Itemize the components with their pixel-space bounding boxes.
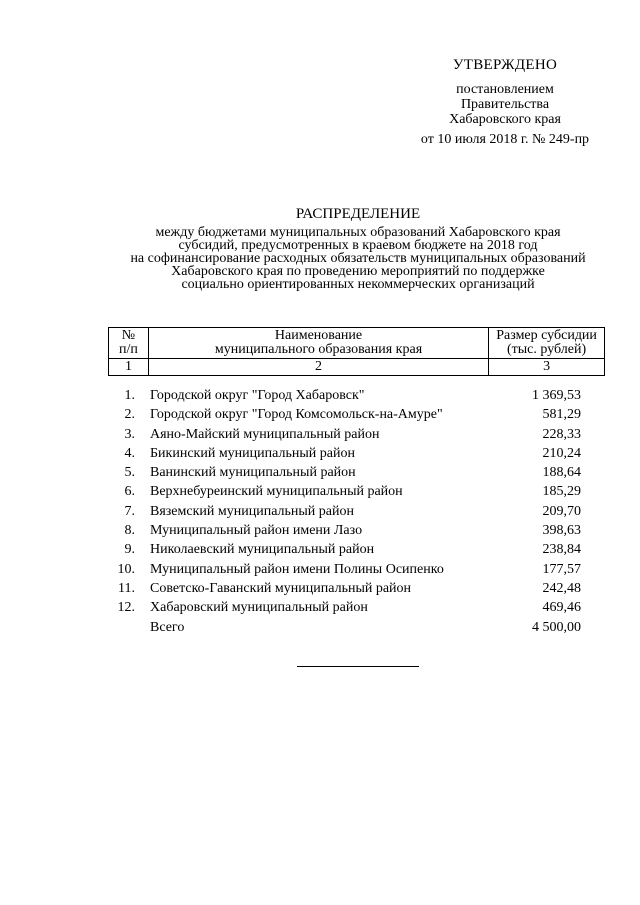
row-value: 398,63 <box>542 523 581 539</box>
approval-line: постановлением <box>456 82 554 97</box>
approval-date: от 10 июля 2018 г. № 249-пр <box>420 132 590 147</box>
row-value: 210,24 <box>542 445 581 461</box>
subtitle-line: субсидий, предусмотренных в краевом бюджете на 2018 год <box>178 238 538 253</box>
table-row <box>108 521 605 540</box>
row-name: Аяно-Майский муниципальный район <box>150 426 380 442</box>
table-row <box>108 579 605 598</box>
table-row <box>108 386 605 405</box>
table-header <box>108 327 605 376</box>
document-subtitle <box>100 226 616 291</box>
document-title: РАСПРЕДЕЛЕНИЕ <box>295 206 421 222</box>
row-name: Хабаровский муниципальный район <box>150 600 368 616</box>
row-value: 185,29 <box>542 484 581 500</box>
table-row <box>108 463 605 482</box>
row-name: Муниципальный район имени Полины Осипенко <box>150 561 444 577</box>
table-row <box>108 425 605 444</box>
col-number: 2 <box>148 359 488 376</box>
table-row <box>108 405 605 424</box>
row-num: 12. <box>117 600 135 616</box>
row-num: 9. <box>124 542 135 558</box>
row-name: Советско-Гаванский муниципальный район <box>150 580 412 596</box>
total-label: Всего <box>150 619 185 635</box>
table-row <box>108 444 605 463</box>
subtitle-line: Хабаровского края по проведению мероприятий по поддержке <box>171 264 545 279</box>
row-name: Городской округ "Город Хабаровск" <box>150 388 365 403</box>
table-row <box>108 560 605 579</box>
col-number: 3 <box>489 359 605 376</box>
row-name: Верхнебуреинский муниципальный район <box>150 484 403 500</box>
row-num: 7. <box>124 503 135 519</box>
row-name: Городской округ "Город Комсомольск-на-Амуре" <box>150 407 443 423</box>
row-num: 8. <box>124 523 135 539</box>
row-name: Муниципальный район имени Лазо <box>150 523 363 539</box>
row-num: 4. <box>124 445 135 461</box>
row-num: 11. <box>118 580 135 596</box>
row-name: Николаевский муниципальный район <box>150 542 375 558</box>
table-row <box>108 598 605 617</box>
table-row <box>108 502 605 521</box>
header-num: № п/п <box>109 328 149 359</box>
row-value: 469,46 <box>542 600 581 616</box>
row-value: 177,57 <box>542 561 581 577</box>
approval-line: Правительства <box>460 97 550 112</box>
total-row <box>108 618 605 637</box>
row-value: 238,84 <box>542 542 581 558</box>
row-num: 10. <box>117 561 135 577</box>
table-body <box>108 386 605 637</box>
header-name: Наименование муниципального образования края <box>148 328 488 359</box>
approval-block <box>400 58 610 147</box>
total-value: 4 500,00 <box>532 619 581 635</box>
header-amount: Размер субсидии (тыс. рублей) <box>489 328 605 359</box>
row-num: 1. <box>124 388 135 403</box>
row-value: 242,48 <box>542 580 581 596</box>
row-name: Бикинский муниципальный район <box>150 445 355 461</box>
col-number: 1 <box>109 359 149 376</box>
row-value: 228,33 <box>542 426 581 442</box>
row-name: Вяземский муниципальный район <box>150 503 354 519</box>
row-value: 188,64 <box>542 465 581 481</box>
closing-divider <box>297 666 419 667</box>
row-num: 2. <box>124 407 135 423</box>
subtitle-line: между бюджетами муниципальных образований Хабаровского края <box>155 225 561 240</box>
approval-heading: УТВЕРЖДЕНО <box>452 57 558 73</box>
row-num: 3. <box>124 426 135 442</box>
row-num: 6. <box>124 484 135 500</box>
row-value: 1 369,53 <box>532 388 581 403</box>
row-value: 209,70 <box>542 503 581 519</box>
row-name: Ванинский муниципальный район <box>150 465 356 481</box>
subtitle-line: социально ориентированных некоммерческих организаций <box>181 277 535 292</box>
table-row <box>108 482 605 501</box>
approval-line: Хабаровского края <box>449 112 561 127</box>
row-value: 581,29 <box>542 407 581 423</box>
table-row <box>108 540 605 559</box>
row-num: 5. <box>124 465 135 481</box>
subtitle-line: на софинансирование расходных обязательств муниципальных образований <box>130 251 586 266</box>
